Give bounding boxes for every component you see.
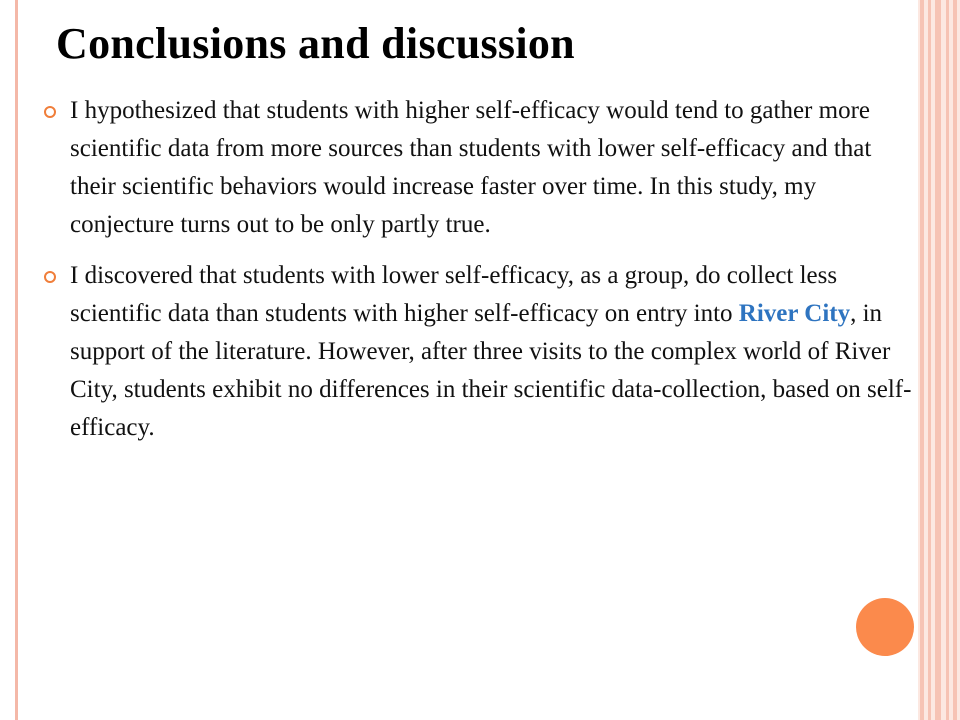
- right-stripe-decoration: [918, 0, 960, 720]
- bullet-text-after: , in support of the literature. However, after three visits to the complex world of River City, students exhibit no differences in their scientific data-collection, based on self-efficacy.: [70, 300, 912, 441]
- bullet-item: [40, 257, 912, 447]
- left-border-decoration: [0, 0, 18, 720]
- slide-title: Conclusions and discussion: [56, 19, 575, 68]
- bullet-list: [40, 92, 912, 460]
- bullet-text: I hypothesized that students with higher self-efficacy would tend to gather more scientific data from more sources than students with lower self-efficacy and that their scientific behaviors would increase faster over time. In this study, my conjecture turns out to be only partly true.: [70, 97, 872, 238]
- ring-bullet-icon: [44, 271, 56, 283]
- ring-bullet-icon: [44, 106, 56, 118]
- bullet-text-before: I discovered that students with lower self-efficacy, as a group, do collect less scientific data than students with higher self-efficacy on entry into: [70, 262, 838, 327]
- orange-circle-decoration: [856, 598, 914, 656]
- river-city-link[interactable]: River City: [738, 300, 851, 327]
- bullet-item: [40, 92, 912, 244]
